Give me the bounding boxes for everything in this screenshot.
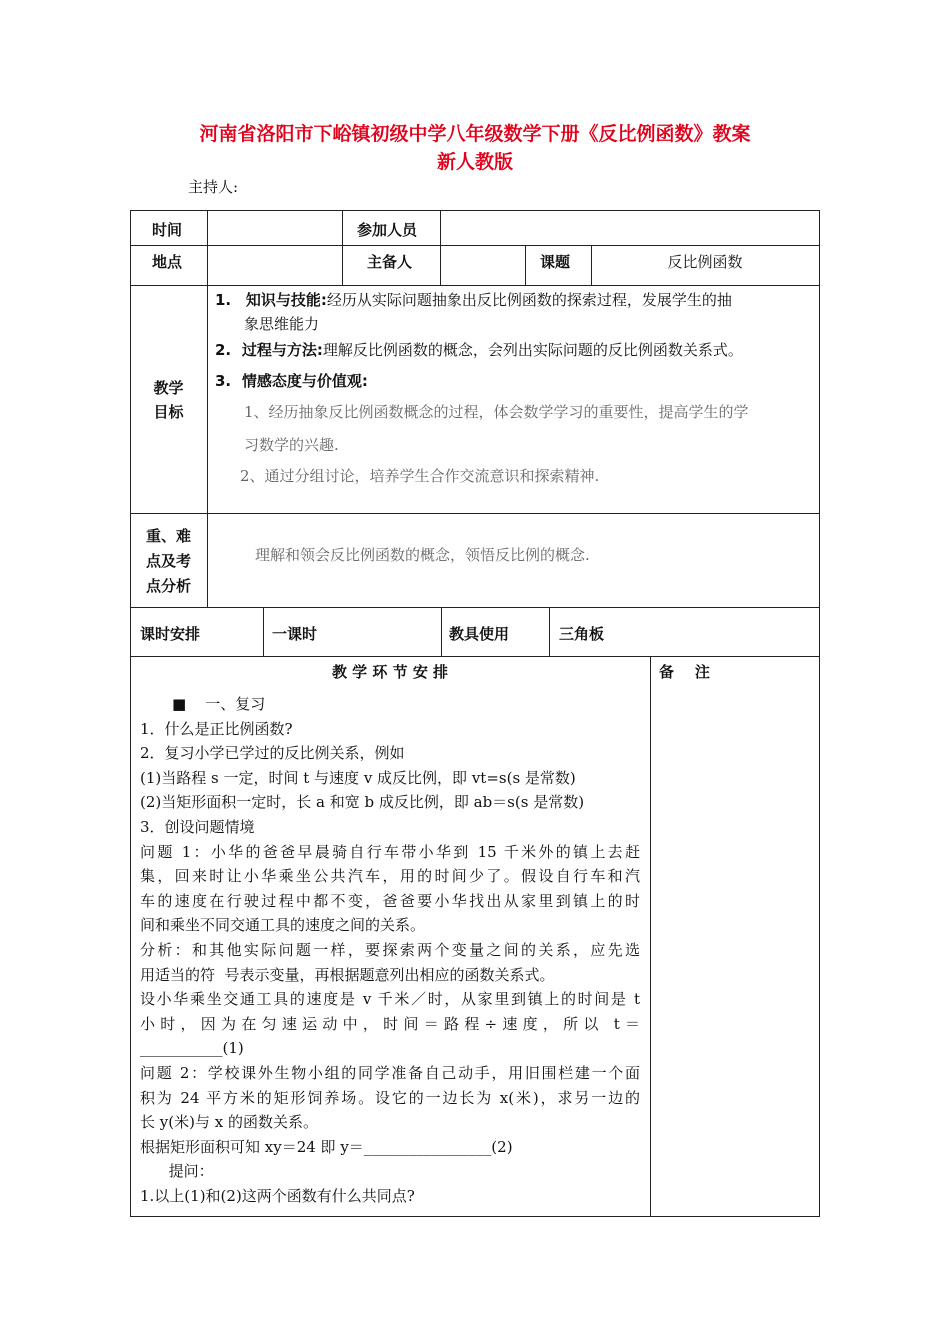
document-title <box>130 120 820 176</box>
objectives-label <box>130 376 207 424</box>
objective-sub-2: 2、通过分组讨论，培养学生合作交流意识和探索精神. <box>240 467 600 485</box>
process-line: 间和乘坐不同交通工具的速度之间的关系。 <box>140 916 426 935</box>
col-divider <box>441 607 442 656</box>
process-line: 根据矩形面积可知 xy＝24 即 y＝_________________(2) <box>140 1137 513 1156</box>
keypoints-label-line3: 点分析 <box>145 577 191 595</box>
process-line: 用适当的符 号表示变量，再根据题意列出相应的函数关系式。 <box>140 965 555 984</box>
process-line: ___________(1) <box>140 1039 244 1058</box>
col-divider <box>525 245 526 285</box>
row-divider <box>130 285 820 286</box>
process-line: 1．什么是正比例函数? <box>140 719 293 738</box>
process-line: 小时，因为在匀速运动中，时间＝路程÷速度，所以 t＝ <box>140 1014 640 1033</box>
tools-label: 教具使用 <box>449 625 510 643</box>
process-line: 集，回来时让小华乘坐公共汽车，用的时间少了。假设自行车和汽 <box>140 867 640 886</box>
process-line: (1)当路程 s 一定，时间 t 与速度 v 成反比例，即 vt=s(s 是常数) <box>140 768 576 787</box>
objective-sub-1-cont: 习数学的兴趣. <box>244 436 339 454</box>
objective-2-heading: 过程与方法: <box>241 341 323 359</box>
preparer-label: 主备人 <box>367 253 413 271</box>
process-line: ■ 一、复习 <box>172 695 266 713</box>
col-divider <box>440 210 441 285</box>
col-divider <box>207 285 208 607</box>
process-line: 1.以上(1)和(2)这两个函数有什么共同点? <box>140 1186 415 1205</box>
process-line: 提问： <box>140 1162 214 1181</box>
time-label: 时间 <box>152 221 183 239</box>
row-divider <box>130 607 820 608</box>
objective-sub-1: 1、经历抽象反比例函数概念的过程，体会数学学习的重要性，提高学生的学 <box>244 403 749 421</box>
topic-value: 反比例函数 <box>667 253 743 271</box>
process-line: (2)当矩形面积一定时，长 a 和宽 b 成反比例，即 ab＝s(s 是常数) <box>140 793 585 812</box>
objective-2-num: 2. <box>215 341 232 359</box>
col-divider <box>207 210 208 285</box>
process-line: 3．创设问题情境 <box>140 817 255 836</box>
process-line: 长 y(米)与 x 的函数关系。 <box>140 1113 318 1132</box>
process-line: 分析：和其他实际问题一样，要探索两个变量之间的关系，应先选 <box>140 940 640 959</box>
table-border-bottom <box>130 1216 820 1217</box>
objective-item-1-cont: 象思维能力 <box>244 315 320 333</box>
col-divider <box>342 210 343 285</box>
objective-2-text: 理解反比例函数的概念，会列出实际问题的反比例函数关系式。 <box>322 341 743 359</box>
objective-1-num: 1. <box>215 291 232 309</box>
objective-item-1 <box>215 288 812 312</box>
objective-item-2 <box>215 338 812 362</box>
title-line-1: 河南省洛阳市下峪镇初级中学八年级数学下册《反比例函数》教案 <box>199 123 751 145</box>
objectives-label-line2: 目标 <box>153 403 184 421</box>
process-line: 积为 24 平方米的矩形饲养场。设它的一边长为 x(米)，求另一边的 <box>140 1088 640 1107</box>
row-divider <box>130 656 820 657</box>
period-value: 一课时 <box>272 625 318 643</box>
place-label: 地点 <box>152 253 183 271</box>
objectives-label-line1: 教学 <box>153 379 184 397</box>
process-line: 设小华乘坐交通工具的速度是 v 千米／时，从家里到镇上的时间是 t <box>140 990 640 1009</box>
objective-3-num: 3. <box>215 372 232 390</box>
objective-1-heading: 知识与技能: <box>245 291 327 309</box>
col-divider <box>650 656 651 1216</box>
keypoints-label-line2: 点及考 <box>145 552 191 570</box>
row-divider <box>130 245 820 246</box>
process-line: 车的速度在行驶过程中都不变，爸爸要小华找出从家里到镇上的时 <box>140 891 640 910</box>
keypoints-label-line1: 重、难 <box>145 527 191 545</box>
process-header: 教 学 环 节 安 排 <box>331 663 449 681</box>
process-line: 问题 2：学校课外生物小组的同学准备自己动手，用旧围栏建一个面 <box>140 1063 640 1082</box>
participants-label: 参加人员 <box>357 221 418 239</box>
notes-header: 备 注 <box>659 663 710 681</box>
topic-label: 课题 <box>540 253 571 271</box>
keypoints-label <box>130 524 207 599</box>
keypoints-text: 理解和领会反比例函数的概念，领悟反比例的概念. <box>255 546 590 564</box>
table-border-left <box>130 210 131 1217</box>
title-line-2: 新人教版 <box>436 151 513 173</box>
col-divider <box>263 607 264 656</box>
tools-value: 三角板 <box>559 625 605 643</box>
table-border-right <box>819 210 820 1217</box>
process-line: 问题 1：小华的爸爸早晨骑自行车带小华到 15 千米外的镇上去赶 <box>140 842 640 861</box>
process-line: 2．复习小学已学过的反比例关系，例如 <box>140 744 405 763</box>
col-divider <box>549 607 550 656</box>
period-label: 课时安排 <box>140 625 201 643</box>
objective-item-3 <box>215 369 368 393</box>
process-body <box>140 692 640 1208</box>
host-label: 主持人: <box>188 178 239 196</box>
table-border-top <box>130 210 820 211</box>
objective-1-text: 经历从实际问题抽象出反比例函数的探索过程，发展学生的抽 <box>326 291 732 309</box>
row-divider <box>130 513 820 514</box>
objective-3-heading: 情感态度与价值观: <box>241 372 368 390</box>
